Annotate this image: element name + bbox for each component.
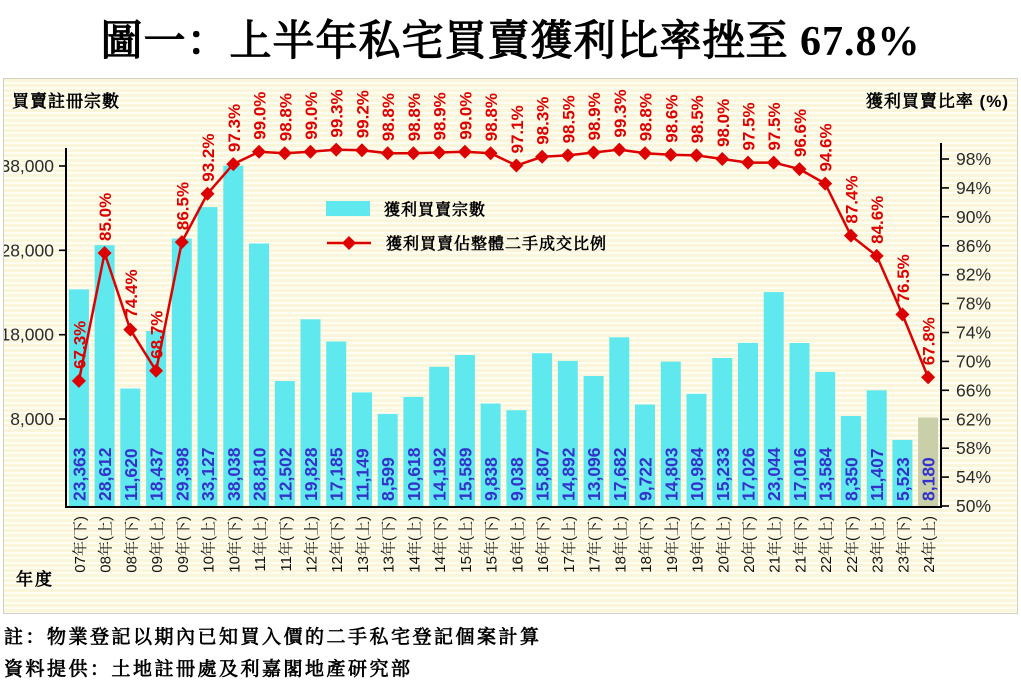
ratio-value-label: 76.5% [893,254,913,303]
ratio-value-label: 74.4% [121,269,141,318]
ratio-marker-diamond [458,145,472,159]
x-tick-label: 15年(上) [457,516,475,573]
right-axis-tick-label: 66% [956,380,992,401]
bar-value-label: 8,599 [378,457,399,501]
legend [326,197,607,254]
ratio-value-label: 85.0% [96,192,116,241]
bar-value-label: 29,398 [172,447,193,501]
x-tick-label: 23年(下) [895,516,913,573]
ratio-value-label: 98.8% [482,92,502,142]
x-tick-label: 10年(下) [226,516,244,573]
ratio-value-label: 87.4% [842,175,862,224]
bar-value-label: 14,803 [661,447,682,501]
left-axis-tick-label: 28,000 [4,240,54,261]
bar-value-label: 14,892 [558,447,579,501]
ratio-marker-diamond [304,145,318,159]
ratio-value-label: 98.5% [559,95,579,144]
ratio-marker-diamond [561,148,575,162]
bar-value-label: 12,502 [275,447,296,501]
ratio-value-label: 99.0% [250,91,270,140]
ratio-value-label: 68.7% [147,310,167,359]
ratio-marker-diamond [381,146,395,160]
right-axis-tick-label: 82% [956,264,992,285]
x-tick-label: 19年(下) [689,516,707,573]
x-tick-label: 22年(上) [818,516,836,573]
bar-value-label: 15,233 [712,447,733,501]
x-tick-label: 08年(上) [97,516,115,573]
ratio-value-label: 97.5% [739,102,759,151]
left-axis-tick-label: 38,000 [4,156,54,176]
bar-value-label: 17,185 [326,447,347,501]
bar-value-label: 33,127 [198,447,218,501]
footnote-source: 資料提供：土地註冊處及利嘉閣地產研究部 [4,659,413,680]
bar-value-label: 28,810 [249,447,270,501]
ratio-value-label: 98.9% [585,92,605,141]
ratio-marker-diamond [638,146,652,160]
x-tick-label: 12年(下) [329,516,347,573]
x-tick-label: 17年(下) [586,516,604,573]
bar-value-label: 8,350 [841,457,862,501]
left-axis-tick-label: 8,000 [10,409,54,429]
ratio-value-label: 99.0% [456,91,476,140]
right-axis-tick-label: 58% [956,438,992,459]
x-tick-label: 13年(上) [355,516,372,573]
right-axis-tick-label: 90% [956,206,992,227]
ratio-marker-diamond [587,146,601,160]
bar-value-label: 14,192 [429,447,450,501]
ratio-value-label: 67.3% [70,320,90,369]
ratio-marker-diamond [484,146,498,160]
bar-value-label: 9,038 [506,457,527,501]
ratio-marker-diamond [329,143,343,157]
ratio-marker-diamond [767,156,781,170]
x-tick-label: 23年(上) [869,516,887,573]
left-axis-tick-label: 18,000 [4,324,54,345]
x-tick-label: 14年(上) [406,516,424,573]
left-axis-title: 買賣註冊宗數 [12,92,120,111]
bar-value-label: 10,984 [687,447,707,501]
ratio-marker-diamond [432,146,446,160]
ratio-marker-diamond [406,146,420,160]
x-tick-label: 18年(下) [638,516,655,573]
x-tick-label: 09年(上) [149,516,167,573]
bar-value-label: 17,682 [609,447,630,501]
ratio-value-label: 98.6% [662,94,682,143]
ratio-value-label: 99.3% [610,89,630,138]
x-tick-label: 21年(上) [766,516,784,573]
right-axis-tick-label: 98% [956,149,992,169]
x-tick-label: 18年(上) [612,516,630,573]
ratio-marker-diamond [690,148,704,162]
footnotes [4,622,1014,686]
ratio-marker-diamond [818,177,832,191]
footnote-calculation: 註：物業登記以期內已知買入價的二手私宅登記個案計算 [4,627,542,648]
ratio-value-label: 98.0% [713,98,733,147]
ratio-value-label: 98.8% [404,92,424,142]
ratio-marker-diamond [895,307,909,321]
right-axis-tick-label: 94% [956,177,992,198]
ratio-value-label: 97.5% [765,102,785,151]
bar-value-label: 17,016 [790,447,810,501]
ratio-value-label: 67.8% [919,317,939,366]
bar-value-label: 28,612 [95,447,116,501]
bar-value-label: 11,620 [120,448,141,501]
ratio-marker-diamond [741,156,755,170]
bar-value-label: 23,363 [69,447,90,501]
x-axis-title: 年度 [16,570,54,589]
right-axis-title: 獲利買賣比率 (%) [865,92,1009,111]
ratio-value-label: 98.9% [430,92,450,141]
ratio-marker-diamond [715,152,729,166]
bar-value-label: 8,180 [918,457,939,501]
right-axis-tick-label: 54% [956,467,992,488]
x-tick-label: 09年(下) [174,516,192,573]
right-axis-tick-label: 78% [956,293,992,314]
bar-value-label: 23,044 [764,447,785,501]
x-tick-label: 22年(下) [843,516,861,573]
x-tick-label: 16年(上) [509,516,527,573]
ratio-value-label: 84.6% [868,195,888,244]
bar-value-label: 18,437 [146,447,167,501]
combo-chart [4,79,1017,613]
bar-value-label: 11,407 [867,448,888,501]
ratio-value-label: 98.8% [379,92,399,142]
x-tick-label: 21年(下) [792,516,810,573]
bar-value-label: 5,523 [892,457,913,501]
right-axis-tick-label: 74% [956,322,992,343]
bar-value-label: 11,149 [352,448,373,501]
ratio-value-label: 99.2% [353,90,373,139]
ratio-marker-diamond [123,323,137,337]
x-tick-label: 11年(下) [277,516,295,572]
bar-value-label: 9,722 [635,457,656,501]
legend-item-line [326,231,607,254]
ratio-marker-diamond [535,150,549,164]
ratio-marker-diamond [355,143,369,157]
legend-line-diamond-icon [326,235,372,251]
bar-value-label: 13,096 [584,447,605,501]
x-tick-label: 20年(下) [741,516,758,573]
right-axis-tick-label: 70% [956,351,992,372]
x-tick-label: 07年(下) [71,516,89,573]
ratio-marker-diamond [921,370,935,384]
x-tick-label: 19年(上) [663,516,681,573]
ratio-marker-diamond [252,145,266,159]
x-tick-label: 13年(下) [380,516,398,573]
legend-bar-swatch-icon [326,201,370,216]
x-tick-label: 16年(下) [535,516,553,573]
x-tick-label: 20年(上) [715,516,733,573]
right-axis-tick-label: 86% [956,235,992,256]
bar-value-label: 9,838 [481,457,502,501]
ratio-value-label: 97.1% [507,105,527,154]
ratio-marker-diamond [664,148,678,162]
legend-line-label: 獲利買賣佔整體二手成交比例 [386,236,608,253]
ratio-marker-diamond [509,159,523,173]
ratio-value-label: 98.8% [636,92,656,142]
right-axis-tick-label: 62% [956,409,992,430]
x-tick-label: 15年(下) [483,516,501,573]
ratio-value-label: 99.3% [327,89,347,138]
x-tick-label: 24年(上) [921,516,939,573]
bar-value-label: 13,584 [815,447,836,501]
ratio-value-label: 94.6% [816,123,836,172]
bar-value-label: 15,589 [455,447,476,501]
bar-value-label: 38,038 [223,447,244,501]
bar-value-label: 17,026 [738,447,759,501]
ratio-value-label: 98.3% [533,96,553,145]
ratio-value-label: 98.8% [276,92,296,142]
x-tick-label: 12年(上) [303,516,321,573]
ratio-value-label: 98.5% [688,95,707,144]
x-tick-label: 14年(下) [432,516,450,573]
chart-title: 圖一：上半年私宅買賣獲利比率挫至 67.8% [100,19,921,65]
ratio-value-label: 96.6% [791,108,810,158]
bar-value-label: 19,828 [301,447,321,501]
x-tick-label: 17年(上) [560,516,578,573]
legend-item-bars [326,197,607,220]
ratio-value-label: 93.2% [199,133,218,182]
right-axis-tick-label: 50% [956,496,992,516]
x-tick-label: 08年(下) [123,516,141,573]
ratio-value-label: 99.0% [302,91,321,140]
x-tick-label: 10年(上) [200,516,218,573]
ratio-marker-diamond [612,143,626,157]
ratio-value-label: 97.3% [224,103,244,153]
legend-bar-label: 獲利買賣宗數 [384,202,487,219]
bar-value-label: 15,807 [532,447,553,501]
ratio-value-label: 86.5% [173,181,193,231]
chart-panel [3,78,1018,614]
ratio-marker-diamond [278,146,292,160]
ratio-marker-diamond [793,162,807,176]
bar-value-label: 10,618 [403,447,424,501]
x-tick-label: 11年(上) [252,516,269,572]
